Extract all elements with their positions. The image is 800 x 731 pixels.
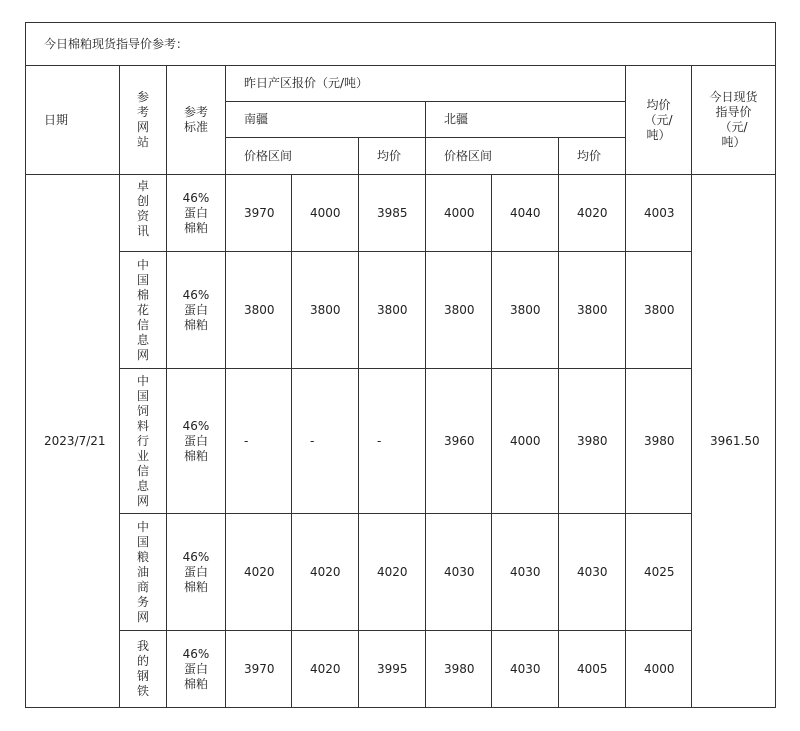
table-row	[26, 369, 776, 514]
south-low: -	[226, 369, 292, 514]
row-avg: 4003	[626, 175, 692, 252]
north-avg: 3980	[559, 369, 626, 514]
table-row	[26, 175, 776, 252]
source-lines: 中 国 粮 油 商 务 网	[136, 519, 149, 624]
header-north-range: 价格区间	[426, 138, 559, 175]
south-low: 4020	[226, 514, 292, 631]
header-avg-lines: 均价 （元/ 吨）	[644, 97, 673, 142]
row-avg: 4000	[626, 631, 692, 708]
north-low: 4030	[426, 514, 492, 631]
header-website	[120, 66, 167, 175]
south-high: 4020	[292, 631, 359, 708]
standard-cell	[167, 252, 226, 369]
north-high: 3800	[492, 252, 559, 369]
source-lines: 卓 创 资 讯	[136, 179, 149, 238]
header-guide	[692, 66, 776, 175]
header-yesterday-price: 昨日产区报价（元/吨）	[226, 66, 626, 102]
standard-lines: 46% 蛋白 棉粕	[182, 418, 210, 463]
standard-lines: 46% 蛋白 棉粕	[182, 190, 210, 235]
source-lines: 我 的 钢 铁	[136, 639, 149, 698]
header-guide-lines: 今日现货 指导价 （元/ 吨）	[709, 90, 758, 149]
header-south-avg: 均价	[359, 138, 426, 175]
standard-cell	[167, 369, 226, 514]
source-cell	[120, 369, 167, 514]
guide-price-cell: 3961.50	[692, 175, 776, 708]
source-cell	[120, 514, 167, 631]
south-avg: 4020	[359, 514, 426, 631]
source-cell	[120, 175, 167, 252]
north-high: 4030	[492, 631, 559, 708]
south-avg: 3985	[359, 175, 426, 252]
south-high: 3800	[292, 252, 359, 369]
source-lines: 中 国 饲 料 行 业 信 息 网	[136, 373, 149, 508]
header-date: 日期	[26, 66, 120, 175]
south-high: 4000	[292, 175, 359, 252]
north-low: 3960	[426, 369, 492, 514]
source-cell	[120, 252, 167, 369]
north-low: 3800	[426, 252, 492, 369]
table-row	[26, 514, 776, 631]
standard-cell	[167, 631, 226, 708]
row-avg: 4025	[626, 514, 692, 631]
table-row	[26, 252, 776, 369]
north-avg: 4005	[559, 631, 626, 708]
header-standard	[167, 66, 226, 175]
source-lines: 中 国 棉 花 信 息 网	[136, 257, 149, 362]
south-high: -	[292, 369, 359, 514]
header-avg	[626, 66, 692, 175]
header-website-lines: 参 考 网 站	[136, 90, 149, 149]
south-low: 3970	[226, 175, 292, 252]
standard-lines: 46% 蛋白 棉粕	[182, 549, 210, 594]
north-low: 4000	[426, 175, 492, 252]
south-avg: -	[359, 369, 426, 514]
north-high: 4040	[492, 175, 559, 252]
date-cell: 2023/7/21	[26, 175, 120, 708]
north-avg: 4030	[559, 514, 626, 631]
south-low: 3970	[226, 631, 292, 708]
header-north: 北疆	[426, 102, 626, 138]
header-standard-lines: 参考 标准	[183, 105, 208, 134]
table-row	[26, 631, 776, 708]
header-north-avg: 均价	[559, 138, 626, 175]
header-south-range: 价格区间	[226, 138, 359, 175]
south-avg: 3995	[359, 631, 426, 708]
north-high: 4030	[492, 514, 559, 631]
south-low: 3800	[226, 252, 292, 369]
south-high: 4020	[292, 514, 359, 631]
standard-lines: 46% 蛋白 棉粕	[182, 646, 210, 691]
row-avg: 3980	[626, 369, 692, 514]
north-avg: 4020	[559, 175, 626, 252]
row-avg: 3800	[626, 252, 692, 369]
north-avg: 3800	[559, 252, 626, 369]
header-south: 南疆	[226, 102, 426, 138]
south-avg: 3800	[359, 252, 426, 369]
standard-cell	[167, 175, 226, 252]
table-title: 今日棉粕现货指导价参考：	[26, 23, 776, 66]
north-high: 4000	[492, 369, 559, 514]
source-cell	[120, 631, 167, 708]
price-table	[25, 22, 776, 708]
standard-lines: 46% 蛋白 棉粕	[182, 287, 210, 332]
north-low: 3980	[426, 631, 492, 708]
standard-cell	[167, 514, 226, 631]
